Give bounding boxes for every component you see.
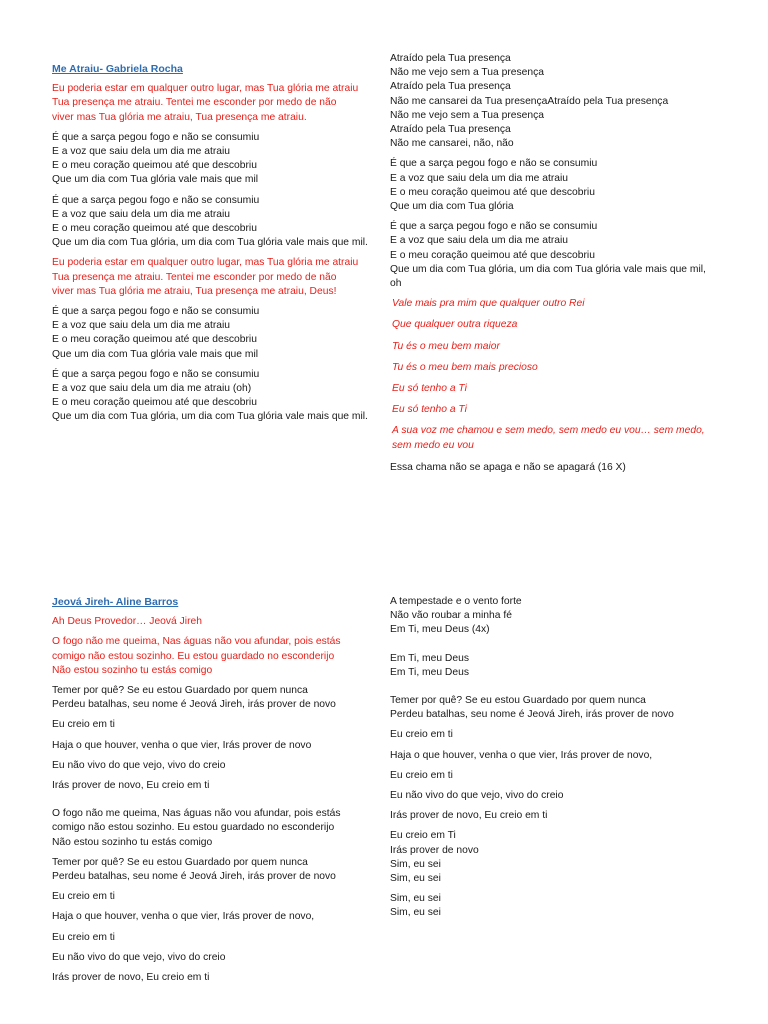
lyric-line: O fogo não me queima, Nas águas não vou afundar, pois estás — [52, 636, 341, 648]
song1-right-chorus-b — [390, 220, 716, 291]
song1-red-intro-1 — [52, 82, 378, 125]
lyric-line: Em Ti, meu Deus — [390, 652, 469, 664]
lyric-line: E o meu coração queimou até que descobriu — [52, 334, 257, 346]
song2-right-1 — [390, 595, 716, 638]
lyric-line: Sim, eu sei — [390, 907, 441, 919]
song2-left-column — [52, 595, 378, 991]
lyric-line: Que um dia com Tua glória, um dia com Tua glória vale mais que mil. — [52, 411, 368, 423]
song2-red-b — [52, 635, 378, 678]
lyric-line: Que um dia com Tua glória, um dia com Tua glória vale mais que mil, oh — [390, 263, 706, 290]
song2-title[interactable]: Jeová Jireh- Aline Barros — [52, 596, 179, 608]
song2-left-2: Eu creio em ti — [52, 719, 115, 731]
lyric-line: Irás prover de novo — [390, 844, 479, 856]
song2-right-8: Irás prover de novo, Eu creio em ti — [390, 810, 548, 822]
song2-left-4: Eu não vivo do que vejo, vivo do creio — [52, 759, 226, 771]
lyric-line: Temer por quê? Se eu estou Guardado por quem nunca — [390, 695, 646, 707]
lyric-line: É que a sarça pegou fogo e não se consumiu — [52, 368, 260, 380]
lyric-line: E a voz que saiu dela um dia me atraiu — [390, 172, 569, 184]
song1-chorus-c — [52, 305, 378, 362]
song2-left-5: Irás prover de novo, Eu creio em ti — [52, 780, 210, 792]
song2-left-6 — [52, 807, 378, 850]
lyric-line: Não me cansarei, não, não — [390, 138, 514, 150]
song2-right-column — [390, 595, 716, 927]
lyric-line: E a voz que saiu dela um dia me atraiu (oh) — [52, 383, 252, 395]
lyric-line: E o meu coração queimou até que descobriu — [52, 397, 257, 409]
lyric-line: E a voz que saiu dela um dia me atraiu — [52, 320, 231, 332]
lyric-line: E a voz que saiu dela um dia me atraiu — [52, 208, 231, 220]
lyric-line: Que um dia com Tua glória vale mais que mil — [52, 174, 259, 186]
song2-right-2 — [390, 652, 716, 680]
song2-red-a: Ah Deus Provedor… Jeová Jireh — [52, 616, 202, 628]
lyric-line: É que a sarça pegou fogo e não se consumiu — [52, 306, 260, 318]
song1-red-italic-3: Tu és o meu bem maior — [392, 340, 500, 352]
lyric-line: É que a sarça pegou fogo e não se consumiu — [390, 158, 598, 170]
lyric-line: Eu creio em Ti — [390, 830, 456, 842]
song2-right-9 — [390, 829, 716, 886]
lyric-line: Não estou sozinho tu estás comigo — [52, 664, 213, 676]
lyric-line: Perdeu batalhas, seu nome é Jeová Jireh, irás prover de novo — [52, 699, 336, 711]
song2-right-10 — [390, 892, 716, 920]
song1-bridge — [390, 52, 716, 151]
lyric-line: O fogo não me queima, Nas águas não vou afundar, pois estás — [52, 808, 341, 820]
lyric-line: viver mas Tua glória me atraiu, Tua presença me atraiu. — [52, 111, 307, 123]
lyric-line: Atraído pela Tua presença — [390, 124, 511, 136]
song1-red-italic-2: Que qualquer outra riqueza — [392, 319, 518, 331]
song2-left-8: Eu creio em ti — [52, 891, 115, 903]
song1-right-column — [390, 52, 716, 475]
song1-red-intro-2 — [52, 256, 378, 299]
lyric-line: A tempestade e o vento forte — [390, 596, 522, 607]
lyric-line: Tua presença me atraiu. Tentei me esconder por medo de não — [52, 271, 337, 283]
song2-right-7: Eu não vivo do que vejo, vivo do creio — [390, 790, 564, 802]
song1-red-italic-4: Tu és o meu bem mais precioso — [392, 361, 538, 373]
lyric-line: Eu poderia estar em qualquer outro lugar, mas Tua glória me atraiu — [52, 257, 359, 269]
lyric-line: Sim, eu sei — [390, 858, 441, 870]
song2-right-5: Haja o que houver, venha o que vier, Irás prover de novo, — [390, 749, 653, 761]
song1-red-italic-6: Eu só tenho a Ti — [392, 404, 467, 416]
song1-right-chorus-a — [390, 157, 716, 214]
song2-left-12: Irás prover de novo, Eu creio em ti — [52, 972, 210, 984]
lyric-line: Sim, eu sei — [390, 893, 441, 905]
song2-left-3: Haja o que houver, venha o que vier, Irás prover de novo — [52, 739, 312, 751]
lyric-line: Sim, eu sei — [390, 873, 441, 885]
song1-left-column — [52, 62, 378, 431]
lyric-line: Atraído pela Tua presença — [390, 53, 511, 64]
song1-title[interactable]: Me Atraiu- Gabriela Rocha — [52, 63, 183, 75]
song1-chorus-d — [52, 368, 378, 425]
song1-chorus-b — [52, 194, 378, 251]
lyric-line: É que a sarça pegou fogo e não se consumiu — [52, 131, 260, 143]
lyric-line: Não me vejo sem a Tua presença — [390, 109, 544, 121]
lyric-line: Não vão roubar a minha fé — [390, 610, 512, 622]
lyric-line: comigo não estou sozinho. Eu estou guardado no esconderijo — [52, 822, 335, 834]
lyric-line: Atraído pela Tua presença — [390, 81, 511, 93]
lyric-line: Que um dia com Tua glória — [390, 201, 514, 213]
song1-final-line: Essa chama não se apaga e não se apagará (16 X) — [390, 461, 626, 473]
lyric-line: E o meu coração queimou até que descobriu — [390, 186, 595, 198]
lyric-line: E o meu coração queimou até que descobriu — [52, 223, 257, 235]
lyric-line: Eu poderia estar em qualquer outro lugar, mas Tua glória me atraiu — [52, 83, 359, 95]
lyric-line: Perdeu batalhas, seu nome é Jeová Jireh, irás prover de novo — [390, 709, 674, 721]
lyric-line: Não me vejo sem a Tua presença — [390, 67, 544, 79]
song2-left-11: Eu não vivo do que vejo, vivo do creio — [52, 951, 226, 963]
lyric-line: Não me cansarei da Tua presençaAtraído pela Tua presença — [390, 95, 669, 107]
song1-red-italic-5: Eu só tenho a Ti — [392, 383, 467, 395]
song2-right-6: Eu creio em ti — [390, 769, 453, 781]
lyric-line: É que a sarça pegou fogo e não se consumiu — [52, 194, 260, 206]
lyric-line: É que a sarça pegou fogo e não se consumiu — [390, 221, 598, 233]
lyric-line: Temer por quê? Se eu estou Guardado por quem nunca — [52, 685, 308, 697]
song2-left-10: Eu creio em ti — [52, 931, 115, 943]
lyric-line: E o meu coração queimou até que descobriu — [52, 160, 257, 172]
song1-red-italic-7: A sua voz me chamou e sem medo, sem medo eu vou… sem medo, sem medo eu vou — [392, 425, 705, 451]
song2-left-9: Haja o que houver, venha o que vier, Irás prover de novo, — [52, 911, 315, 923]
lyric-line: E a voz que saiu dela um dia me atraiu — [390, 235, 569, 247]
lyric-line: viver mas Tua glória me atraiu, Tua presença me atraiu, Deus! — [52, 285, 337, 297]
song2-left-1 — [52, 684, 378, 712]
lyric-line: Que um dia com Tua glória, um dia com Tua glória vale mais que mil. — [52, 237, 368, 249]
lyric-line: E a voz que saiu dela um dia me atraiu — [52, 146, 231, 158]
lyric-line: Em Ti, meu Deus — [390, 666, 469, 678]
lyric-line: E o meu coração queimou até que descobriu — [390, 249, 595, 261]
lyric-line: Em Ti, meu Deus (4x) — [390, 624, 490, 636]
lyric-line: Tua presença me atraiu. Tentei me esconder por medo de não — [52, 97, 337, 109]
lyric-line: comigo não estou sozinho. Eu estou guardado no esconderijo — [52, 650, 335, 662]
lyric-line: Que um dia com Tua glória vale mais que mil — [52, 348, 259, 360]
lyric-line: Não estou sozinho tu estás comigo — [52, 836, 213, 848]
song1-red-italic-1: Vale mais pra mim que qualquer outro Rei — [392, 298, 585, 310]
lyric-line: Temer por quê? Se eu estou Guardado por quem nunca — [52, 856, 308, 868]
song1-chorus-a — [52, 131, 378, 188]
song2-right-4: Eu creio em ti — [390, 729, 453, 741]
song2-left-7 — [52, 856, 378, 884]
lyric-line: Perdeu batalhas, seu nome é Jeová Jireh, irás prover de novo — [52, 871, 336, 883]
song2-right-3 — [390, 694, 716, 722]
